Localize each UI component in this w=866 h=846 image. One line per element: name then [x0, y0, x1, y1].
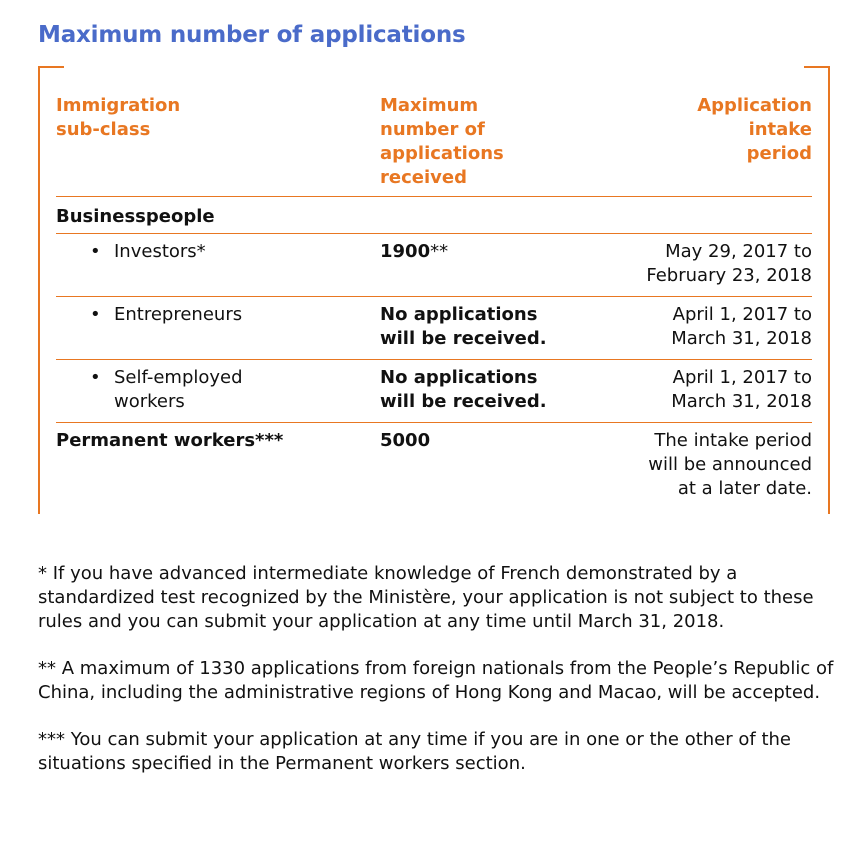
bullet-icon: • — [90, 367, 101, 388]
footnote: *** You can submit your application at any time if you are in one or the other of the situations specified in the Permanent workers section. — [38, 729, 791, 774]
group-label: Businesspeople — [56, 197, 812, 234]
row-period: The intake period will be announced at a later date. — [648, 430, 812, 499]
row-period-line2: March 31, 2018 — [671, 391, 812, 412]
row-label: Entrepreneurs — [114, 304, 243, 325]
row-period-line2: February 23, 2018 — [646, 265, 812, 286]
bullet-icon: • — [90, 241, 101, 262]
row-period-line1: April 1, 2017 to — [672, 304, 812, 325]
row-max: No applications will be received. — [380, 304, 547, 349]
row-max: No applications will be received. — [380, 367, 547, 412]
header-subclass: Immigration sub-class — [56, 95, 181, 140]
row-period-line1: May 29, 2017 to — [665, 241, 812, 262]
applications-table — [56, 94, 812, 511]
table-row — [56, 423, 812, 512]
header-max: Maximum number of applications received — [380, 95, 504, 188]
row-max: 5000 — [380, 430, 431, 451]
table-row — [56, 360, 812, 423]
row-max: 1900 — [380, 241, 431, 262]
row-label: Investors* — [114, 241, 206, 262]
footnote: * If you have advanced intermediate knowledge of French demonstrated by a standardized test recognized by the Ministère, your application is not subject to these rules and you can submit your application at any time until March 31, 2018. — [38, 563, 814, 632]
bullet-icon: • — [90, 304, 101, 325]
footnotes — [38, 562, 838, 799]
row-period-line2: March 31, 2018 — [671, 328, 812, 349]
row-label: Permanent workers*** — [56, 430, 284, 451]
footnote: ** A maximum of 1330 applications from foreign nationals from the People’s Republic of China, including the administrative regions of Hong Kong and Macao, will be accepted. — [38, 658, 834, 703]
table-row — [56, 297, 812, 360]
group-row-businesspeople — [56, 197, 812, 234]
row-label: Self-employed workers — [114, 367, 243, 412]
row-period-line1: April 1, 2017 to — [672, 367, 812, 388]
table-row — [56, 234, 812, 297]
row-max-suffix: ** — [430, 241, 449, 262]
page-title: Maximum number of applications — [38, 22, 466, 48]
applications-table-frame — [38, 66, 830, 512]
header-period: Application intake period — [697, 95, 812, 164]
table-header-row — [56, 94, 812, 197]
